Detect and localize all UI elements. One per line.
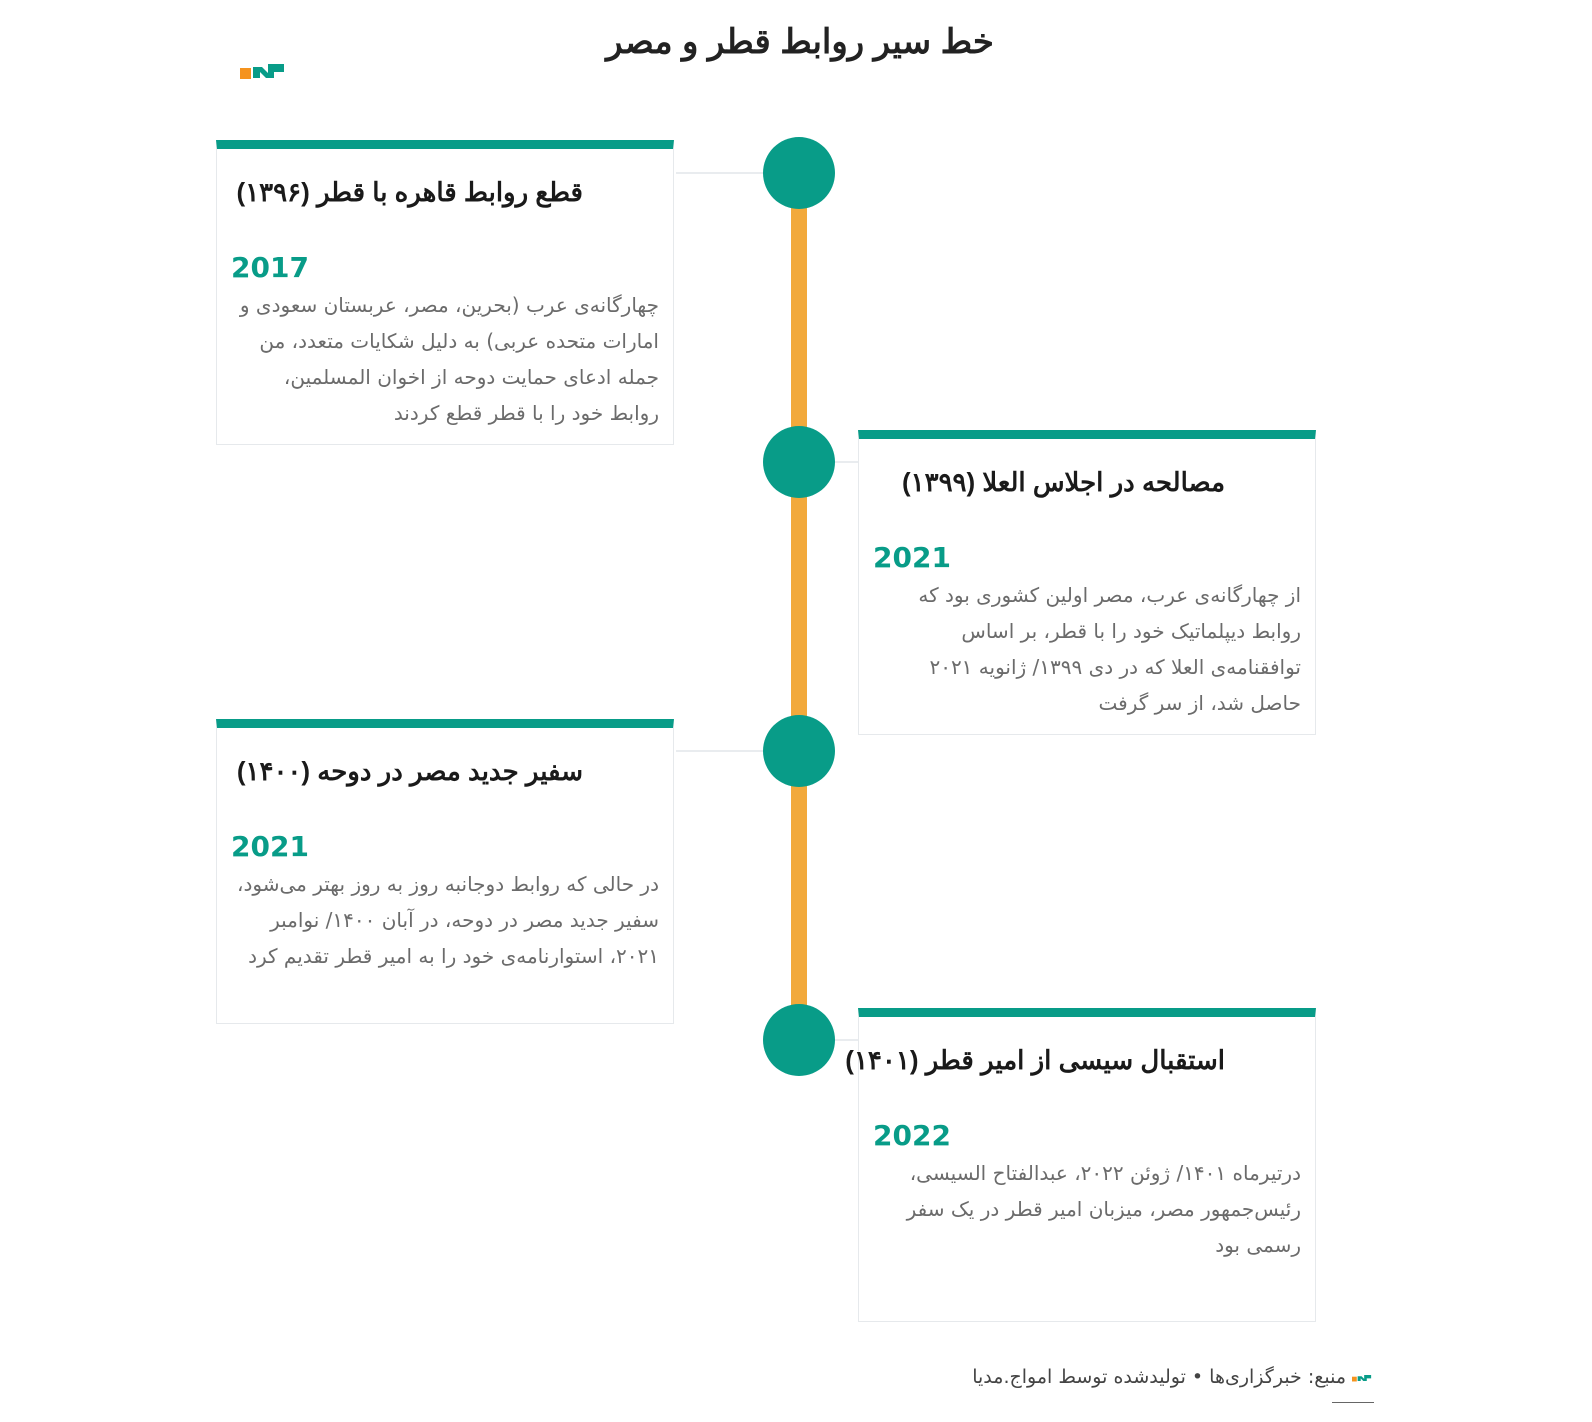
timeline-connector bbox=[676, 172, 764, 174]
event-year: 2021 bbox=[873, 541, 951, 574]
page-title: خط سیر روابط قطر و مصر bbox=[606, 23, 994, 61]
timeline-event-card bbox=[216, 140, 674, 445]
event-year: 2022 bbox=[873, 1119, 951, 1152]
event-heading: قطع روابط قاهره با قطر (۱۳۹۶) bbox=[236, 177, 583, 207]
timeline-node bbox=[763, 426, 835, 498]
footer-divider bbox=[1332, 1402, 1374, 1403]
timeline-node bbox=[763, 1004, 835, 1076]
event-description: درتیرماه ۱۴۰۱/ ژوئن ۲۰۲۲، عبدالفتاح السیسی، رئیس‌جمهور مصر، میزبان امیر قطر در یک سفر رسمی بود bbox=[906, 1161, 1301, 1257]
timeline-node bbox=[763, 715, 835, 787]
timeline-event-card bbox=[216, 719, 674, 1024]
timeline-event-card bbox=[845, 1008, 1316, 1322]
timeline-connector bbox=[834, 1039, 858, 1041]
timeline-node bbox=[763, 137, 835, 209]
event-description: از چهارگانه‌ی عرب، مصر اولین کشوری بود که روابط دیپلماتیک خود را با قطر، بر اساس توافقنامه‌ی العلا که در دی ۱۳۹۹/ ژانویه ۲۰۲۱ حاصل شد، از سر گرفت bbox=[918, 583, 1301, 715]
event-description: در حالی که روابط دوجانبه روز به روز بهتر می‌شود، سفیر جدید مصر در دوحه، در آبان ۱۴۰۰/ نوامبر ۲۰۲۱، استوارنامه‌ی خود را به امیر قطر تقدیم کرد bbox=[237, 872, 659, 968]
event-description: چهارگانه‌ی عرب (بحرین، مصر، عربستان سعودی و امارات متحده عربی) به دلیل شکایات متعدد، من جمله ادعای حمایت دوحه از اخوان المسلمین، روابط خود را با قطر قطع کردند bbox=[239, 293, 659, 425]
timeline-event-card bbox=[858, 430, 1316, 735]
event-heading: سفیر جدید مصر در دوحه (۱۴۰۰) bbox=[236, 756, 583, 786]
timeline-connector bbox=[834, 461, 858, 463]
timeline-connector bbox=[676, 750, 764, 752]
event-heading: استقبال سیسی از امیر قطر (۱۴۰۱) bbox=[845, 1045, 1225, 1075]
event-year: 2017 bbox=[231, 251, 309, 284]
event-year: 2021 bbox=[231, 830, 309, 863]
event-heading: مصالحه در اجلاس العلا (۱۳۹۹) bbox=[901, 467, 1225, 497]
source-footer: منبع: خبرگزاری‌ها • تولیدشده توسط امواج.مدیا bbox=[972, 1366, 1346, 1388]
amwaj-media-logo-icon bbox=[240, 58, 286, 84]
amwaj-media-small-logo-icon bbox=[1352, 1372, 1372, 1384]
timeline-axis bbox=[791, 175, 807, 1065]
